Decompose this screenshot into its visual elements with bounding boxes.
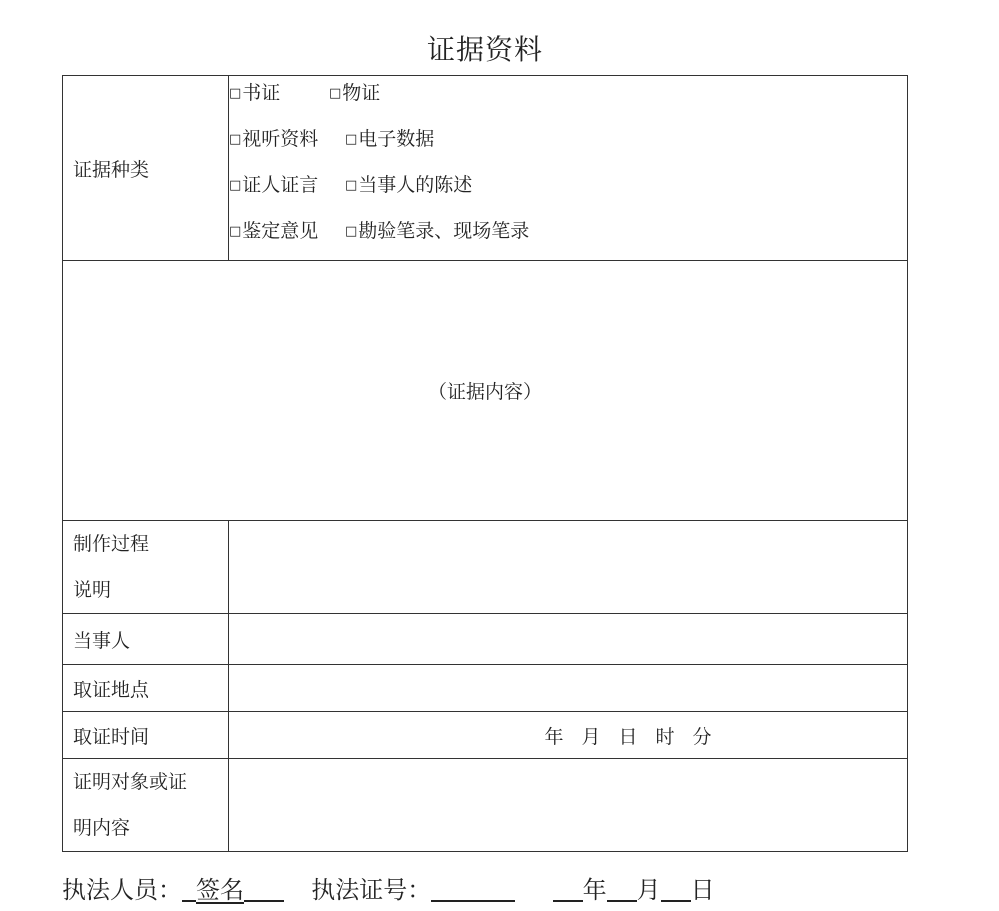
process-row bbox=[63, 521, 908, 614]
location-label: 取证地点 bbox=[63, 665, 229, 712]
year-field[interactable] bbox=[553, 876, 583, 902]
month-field[interactable] bbox=[607, 876, 637, 902]
time-field[interactable]: 年 月 日 时 分 bbox=[229, 712, 908, 759]
checkbox-icon[interactable]: □ bbox=[345, 178, 358, 193]
time-row bbox=[63, 712, 908, 759]
option-documentary[interactable]: □书证 bbox=[229, 82, 281, 104]
evidence-type-options bbox=[229, 76, 908, 261]
party-row bbox=[63, 614, 908, 665]
option-electronic-data[interactable]: □电子数据 bbox=[345, 128, 435, 150]
sign-field[interactable]: 签名 bbox=[196, 876, 244, 904]
process-field[interactable] bbox=[229, 521, 908, 614]
officer-label: 执法人员： bbox=[62, 876, 182, 904]
time-label: 取证时间 bbox=[63, 712, 229, 759]
checkbox-icon[interactable]: □ bbox=[329, 86, 342, 101]
evidence-content-row bbox=[63, 261, 908, 521]
location-field[interactable] bbox=[229, 665, 908, 712]
object-field[interactable] bbox=[229, 759, 908, 852]
option-inspection-record[interactable]: □勘验笔录、现场笔录 bbox=[345, 220, 530, 242]
checkbox-icon[interactable]: □ bbox=[229, 86, 242, 101]
evidence-type-row bbox=[63, 76, 908, 261]
process-label: 制作过程 说明 bbox=[63, 521, 229, 614]
checkbox-icon[interactable]: □ bbox=[229, 178, 242, 193]
option-physical[interactable]: □物证 bbox=[329, 82, 381, 104]
evidence-content-area[interactable]: （证据内容） bbox=[63, 261, 908, 521]
evidence-form-table bbox=[62, 75, 908, 852]
cert-number-field[interactable] bbox=[431, 876, 515, 902]
checkbox-icon[interactable]: □ bbox=[229, 132, 242, 147]
option-party-statement[interactable]: □当事人的陈述 bbox=[345, 174, 473, 196]
party-label: 当事人 bbox=[63, 614, 229, 665]
object-row bbox=[63, 759, 908, 852]
day-field[interactable] bbox=[661, 876, 691, 902]
option-expert-opinion[interactable]: □鉴定意见 bbox=[229, 220, 319, 242]
checkbox-icon[interactable]: □ bbox=[229, 224, 242, 239]
cert-label: 执法证号： bbox=[311, 876, 432, 904]
option-audiovisual[interactable]: □视听资料 bbox=[229, 128, 319, 150]
page-title: 证据资料 bbox=[426, 33, 543, 66]
party-field[interactable] bbox=[229, 614, 908, 665]
signature-footer: 执法人员： 签名 执法证号： 年 月 日 bbox=[62, 876, 715, 904]
evidence-type-label: 证据种类 bbox=[63, 76, 229, 261]
checkbox-icon[interactable]: □ bbox=[345, 132, 358, 147]
option-witness-testimony[interactable]: □证人证言 bbox=[229, 174, 319, 196]
object-label: 证明对象或证 明内容 bbox=[63, 759, 229, 852]
location-row bbox=[63, 665, 908, 712]
checkbox-icon[interactable]: □ bbox=[345, 224, 358, 239]
